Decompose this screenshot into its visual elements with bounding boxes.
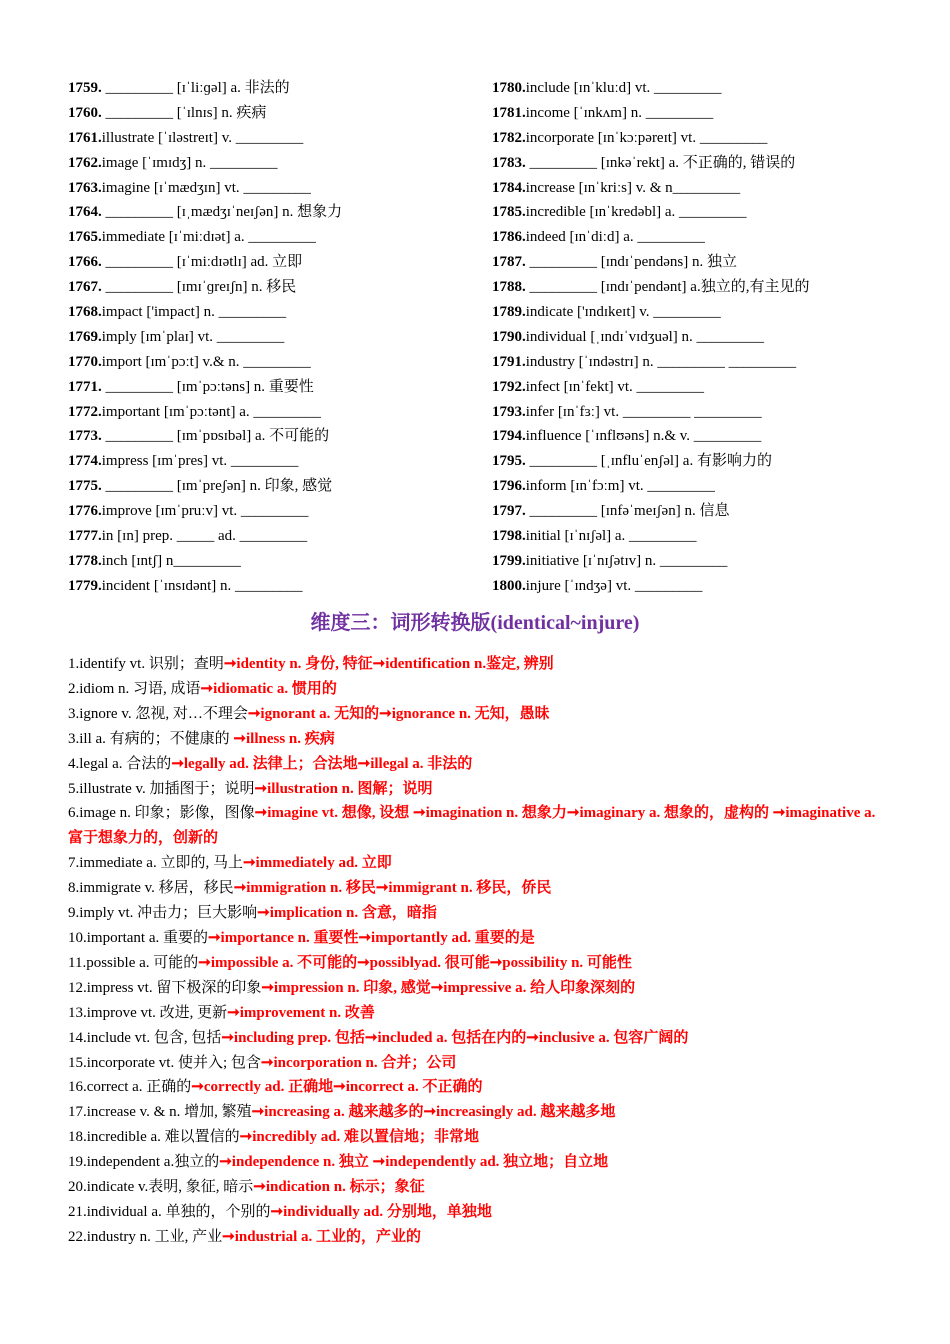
- entry-number: 1782.: [492, 129, 526, 146]
- vocab-entry: [492, 275, 932, 300]
- derivation-base: 16.correct a. 正确的: [68, 1079, 192, 1096]
- entry-text: imagine [ɪˈmædʒɪn] vt. _________: [101, 179, 311, 196]
- entry-text: influence [ˈɪnflʊəns] n.& v. _________: [525, 428, 762, 445]
- entry-number: 1779.: [68, 577, 102, 594]
- vocab-entry: [492, 200, 932, 225]
- derivation-forms: ➞industrial a. 工业的，产业的: [222, 1228, 422, 1245]
- vocab-entry: [492, 225, 932, 250]
- derivation-item: [68, 1051, 888, 1076]
- derivation-forms: ➞incorporation n. 合并；公司: [260, 1054, 457, 1071]
- vocab-list-right: [492, 76, 932, 599]
- derivation-item: [68, 677, 888, 702]
- derivation-forms: ➞individually ad. 分别地，单独地: [270, 1203, 492, 1220]
- vocab-entry: [492, 126, 932, 151]
- derivation-item: [68, 1125, 888, 1150]
- vocab-entry: [68, 474, 483, 499]
- entry-text: _________ [ɪnkəˈrekt] a. 不正确的, 错误的: [525, 154, 796, 171]
- vocab-entry: [492, 549, 932, 574]
- derivation-base: 4.legal a. 合法的: [68, 755, 172, 772]
- entry-number: 1800.: [492, 577, 526, 594]
- derivation-item: [68, 1175, 888, 1200]
- derivation-forms: ➞independence n. 独立 ➞independently ad. 独立地；自立地: [219, 1154, 609, 1171]
- entry-text: illustrate [ˈɪləstreɪt] v. _________: [101, 129, 304, 146]
- entry-number: 1785.: [492, 204, 526, 221]
- entry-text: imply [ɪmˈplaɪ] vt. _________: [101, 328, 285, 345]
- vocab-entry: [68, 574, 483, 599]
- entry-number: 1776.: [68, 503, 102, 520]
- derivation-base: 13.improve vt. 改进, 更新: [68, 1004, 228, 1021]
- entry-number: 1783.: [492, 154, 526, 171]
- derivation-base: 12.impress vt. 留下极深的印象: [68, 979, 262, 996]
- entry-text: inch [ɪntʃ] n_________: [101, 552, 241, 569]
- entry-number: 1759.: [68, 80, 102, 96]
- entry-text: indeed [ɪnˈdiːd] a. _________: [525, 229, 705, 246]
- entry-text: _________ [ɪˈmiːdɪətlɪ] ad. 立即: [101, 254, 303, 271]
- entry-number: 1798.: [492, 528, 526, 545]
- derivation-forms: ➞legally ad. 法律上；合法地➞illegal a. 非法的: [171, 755, 473, 772]
- entry-text: incident [ˈɪnsɪdənt] n. _________: [101, 577, 303, 594]
- derivation-base: 8.immigrate v. 移居，移民: [68, 880, 234, 897]
- entry-text: industry [ˈɪndəstrɪ] n. _________ _________: [525, 353, 797, 370]
- entry-number: 1771.: [68, 378, 102, 395]
- derivation-base: 2.idiom n. 习语, 成语: [68, 680, 201, 697]
- vocab-entry: [68, 76, 483, 101]
- derivation-base: 15.incorporate vt. 使并入; 包含: [68, 1054, 261, 1071]
- entry-number: 1786.: [492, 229, 526, 246]
- derivation-item: [68, 976, 888, 1001]
- entry-number: 1784.: [492, 179, 526, 196]
- derivation-item: [68, 901, 888, 926]
- derivation-forms: ➞increasing a. 越来越多的➞increasingly ad. 越来越多地: [251, 1104, 616, 1121]
- vocab-entry: [492, 449, 932, 474]
- vocab-entry: [492, 151, 932, 176]
- derivation-base: 7.immediate a. 立即的, 马上: [68, 855, 243, 872]
- derivation-item: [68, 851, 888, 876]
- entry-text: initial [ɪˈnɪʃəl] a. _________: [525, 528, 697, 545]
- entry-number: 1775.: [68, 478, 102, 495]
- entry-text: _________ [ɪnfəˈmeɪʃən] n. 信息: [525, 503, 730, 520]
- derivation-forms: ➞immediately ad. 立即: [242, 855, 392, 872]
- vocab-entry: [68, 275, 483, 300]
- derivation-forms: ➞implication n. 含意，暗指: [257, 905, 437, 922]
- entry-number: 1774.: [68, 453, 102, 470]
- entry-text: _________ [ˌɪnfluˈenʃəl] a. 有影响力的: [525, 453, 772, 470]
- derivation-forms: ➞idiomatic a. 惯用的: [200, 680, 337, 697]
- entry-text: _________ [ɪmˈpɒsɪbəl] a. 不可能的: [101, 428, 330, 445]
- derivation-list: [68, 652, 888, 1250]
- entry-number: 1773.: [68, 428, 102, 445]
- derivation-base: 22.industry n. 工业, 产业: [68, 1228, 223, 1245]
- vocab-entry: [492, 400, 932, 425]
- entry-text: image [ˈɪmɪdʒ] n. _________: [101, 154, 278, 171]
- entry-text: _________ [ɪˈliːɡəl] a. 非法的: [101, 80, 290, 96]
- entry-text: indicate ['ɪndɪkeɪt] v. _________: [525, 304, 721, 321]
- vocab-entry: [68, 300, 483, 325]
- derivation-base: 21.individual a. 单独的，个别的: [68, 1203, 271, 1220]
- vocab-entry: [68, 524, 483, 549]
- entry-text: injure [ˈɪndʒə] vt. _________: [525, 577, 703, 594]
- vocab-entry: [68, 225, 483, 250]
- vocab-entry: [68, 424, 483, 449]
- vocab-entry: [68, 375, 483, 400]
- entry-text: initiative [ɪˈnɪʃətɪv] n. _________: [525, 552, 728, 569]
- entry-text: in [ɪn] prep. _____ ad. _________: [101, 528, 308, 545]
- entry-number: 1799.: [492, 552, 526, 569]
- derivation-item: [68, 876, 888, 901]
- entry-number: 1765.: [68, 229, 102, 246]
- entry-text: improve [ɪmˈpruːv] vt. _________: [101, 503, 309, 520]
- entry-text: _________ [ˈɪlnɪs] n. 疾病: [101, 104, 267, 121]
- derivation-forms: ➞imagine vt. 想像, 设想 ➞imagination n. 想象力➞imaginary a. 想象的，虚构的 ➞imaginative a. 富于想象力的，创新的: [68, 805, 876, 847]
- vocab-entry: [68, 250, 483, 275]
- entry-text: impress [ɪmˈpres] vt. _________: [101, 453, 299, 470]
- entry-number: 1768.: [68, 304, 102, 321]
- entry-number: 1788.: [492, 279, 526, 296]
- vocab-entry: [492, 499, 932, 524]
- vocab-entry: [68, 549, 483, 574]
- vocab-entry: [492, 250, 932, 275]
- derivation-item: [68, 752, 888, 777]
- entry-text: _________ [ɪmɪˈɡreɪʃn] n. 移民: [101, 279, 297, 296]
- derivation-base: 10.important a. 重要的: [68, 929, 208, 946]
- entry-number: 1780.: [492, 80, 526, 96]
- vocab-entry: [68, 176, 483, 201]
- entry-number: 1764.: [68, 204, 102, 221]
- entry-number: 1762.: [68, 154, 102, 171]
- entry-text: important [ɪmˈpɔːtənt] a. _________: [101, 403, 321, 420]
- derivation-forms: ➞ignorant a. 无知的➞ignorance n. 无知，愚昧: [247, 705, 550, 722]
- derivation-item: [68, 1001, 888, 1026]
- derivation-forms: ➞including prep. 包括➞included a. 包括在内的➞inclusive a. 包容广阔的: [221, 1029, 689, 1046]
- derivation-item: [68, 1200, 888, 1225]
- derivation-forms: ➞indication n. 标示；象征: [253, 1179, 425, 1196]
- derivation-base: 20.indicate v.表明, 象征, 暗示: [68, 1179, 254, 1196]
- derivation-item: [68, 727, 888, 752]
- derivation-base: 18.incredible a. 难以置信的: [68, 1129, 240, 1146]
- entry-number: 1789.: [492, 304, 526, 321]
- derivation-forms: ➞immigration n. 移民➞immigrant n. 移民，侨民: [233, 880, 552, 897]
- entry-number: 1781.: [492, 104, 526, 121]
- vocab-entry: [68, 200, 483, 225]
- entry-number: 1761.: [68, 129, 102, 146]
- vocab-entry: [68, 325, 483, 350]
- derivation-base: 11.possible a. 可能的: [68, 954, 199, 971]
- entry-number: 1770.: [68, 353, 102, 370]
- derivation-item: [68, 652, 888, 677]
- entry-number: 1778.: [68, 552, 102, 569]
- entry-number: 1766.: [68, 254, 102, 271]
- derivation-item: [68, 951, 888, 976]
- section-title: 维度三：词形转换版(identical~injure): [310, 612, 640, 634]
- derivation-forms: ➞improvement n. 改善: [227, 1004, 375, 1021]
- derivation-base: 19.independent a.独立的: [68, 1154, 220, 1171]
- entry-text: _________ [ɪˌmædʒɪˈneɪʃən] n. 想象力: [101, 204, 343, 221]
- derivation-forms: ➞impossible a. 不可能的➞possiblyad. 很可能➞possibility n. 可能性: [198, 954, 632, 971]
- vocab-entry: [492, 101, 932, 126]
- derivation-forms: ➞importance n. 重要性➞importantly ad. 重要的是: [207, 929, 535, 946]
- vocab-entry: [492, 524, 932, 549]
- entry-text: infer [ɪnˈfɜː] vt. _________ _________: [525, 403, 762, 420]
- derivation-forms: ➞illness n. 疾病: [233, 730, 335, 747]
- derivation-forms: ➞illustration n. 图解；说明: [254, 780, 433, 797]
- derivation-base: 5.illustrate v. 加插图于；说明: [68, 780, 255, 797]
- entry-text: infect [ɪnˈfekt] vt. _________: [525, 378, 705, 395]
- entry-text: inform [ɪnˈfɔːm] vt. _________: [525, 478, 715, 495]
- entry-number: 1794.: [492, 428, 526, 445]
- derivation-item: [68, 1100, 888, 1125]
- entry-text: immediate [ɪˈmiːdɪət] a. _________: [101, 229, 316, 246]
- entry-number: 1763.: [68, 179, 102, 196]
- derivation-forms: ➞incredibly ad. 难以置信地；非常地: [239, 1129, 480, 1146]
- entry-number: 1777.: [68, 528, 102, 545]
- vocab-entry: [68, 400, 483, 425]
- entry-text: _________ [ɪndɪˈpendəns] n. 独立: [525, 254, 737, 271]
- derivation-base: 9.imply vt. 冲击力；巨大影响: [68, 905, 258, 922]
- derivation-forms: ➞correctly ad. 正确地➞incorrect a. 不正确的: [191, 1079, 483, 1096]
- entry-text: individual [ˌɪndɪˈvɪdʒuəl] n. _________: [525, 328, 765, 345]
- derivation-base: 6.image n. 印象；影像，图像: [68, 805, 255, 822]
- entry-number: 1772.: [68, 403, 102, 420]
- vocab-entry: [492, 176, 932, 201]
- derivation-base: 17.increase v. & n. 增加, 繁殖: [68, 1104, 252, 1121]
- entry-number: 1795.: [492, 453, 526, 470]
- entry-number: 1793.: [492, 403, 526, 420]
- entry-number: 1790.: [492, 328, 526, 345]
- vocab-entry: [68, 101, 483, 126]
- derivation-item: [68, 801, 888, 851]
- entry-text: incorporate [ɪnˈkɔːpəreɪt] vt. _________: [525, 129, 768, 146]
- entry-text: _________ [ɪmˈpɔːtəns] n. 重要性: [101, 378, 314, 395]
- derivation-base: 3.ignore v. 忽视, 对…不理会: [68, 705, 248, 722]
- derivation-item: [68, 1026, 888, 1051]
- vocab-entry: [492, 325, 932, 350]
- entry-number: 1796.: [492, 478, 526, 495]
- derivation-forms: ➞identity n. 身份, 特征➞identification n.鉴定, 辨别: [223, 656, 554, 672]
- derivation-base: 14.include vt. 包含, 包括: [68, 1029, 222, 1046]
- entry-text: _________ [ɪmˈpreʃən] n. 印象, 感觉: [101, 478, 333, 495]
- entry-number: 1787.: [492, 254, 526, 271]
- entry-text: impact ['impact] n. _________: [101, 304, 287, 321]
- derivation-item: [68, 926, 888, 951]
- derivation-item: [68, 1150, 888, 1175]
- derivation-base: 1.identify vt. 识别；查明: [68, 656, 224, 672]
- vocab-entry: [68, 350, 483, 375]
- entry-text: incredible [ɪnˈkredəbl] a. _________: [525, 204, 747, 221]
- entry-number: 1760.: [68, 104, 102, 121]
- entry-number: 1792.: [492, 378, 526, 395]
- vocab-entry: [68, 126, 483, 151]
- vocab-entry: [492, 474, 932, 499]
- vocab-entry: [492, 76, 932, 101]
- vocab-entry: [68, 151, 483, 176]
- vocab-entry: [492, 574, 932, 599]
- derivation-item: [68, 777, 888, 802]
- entry-number: 1769.: [68, 328, 102, 345]
- derivation-base: 3.ill a. 有病的；不健康的: [68, 730, 234, 747]
- vocab-entry: [68, 449, 483, 474]
- derivation-forms: ➞impression n. 印象, 感觉➞impressive a. 给人印象深刻的: [261, 979, 636, 996]
- entry-text: import [ɪmˈpɔːt] v.& n. _________: [101, 353, 311, 370]
- entry-text: _________ [ɪndɪˈpendənt] a.独立的,有主见的: [525, 279, 810, 296]
- entry-text: increase [ɪnˈkriːs] v. & n_________: [525, 179, 741, 196]
- vocab-list-left: [68, 76, 483, 599]
- entry-number: 1797.: [492, 503, 526, 520]
- vocab-entry: [492, 300, 932, 325]
- derivation-item: [68, 1225, 888, 1250]
- vocab-entry: [492, 424, 932, 449]
- entry-number: 1767.: [68, 279, 102, 296]
- vocab-entry: [68, 499, 483, 524]
- entry-number: 1791.: [492, 353, 526, 370]
- entry-text: income [ˈɪnkʌm] n. _________: [525, 104, 714, 121]
- derivation-item: [68, 1075, 888, 1100]
- vocab-entry: [492, 375, 932, 400]
- derivation-item: [68, 702, 888, 727]
- vocab-entry: [492, 350, 932, 375]
- entry-text: include [ɪnˈkluːd] vt. _________: [525, 80, 722, 96]
